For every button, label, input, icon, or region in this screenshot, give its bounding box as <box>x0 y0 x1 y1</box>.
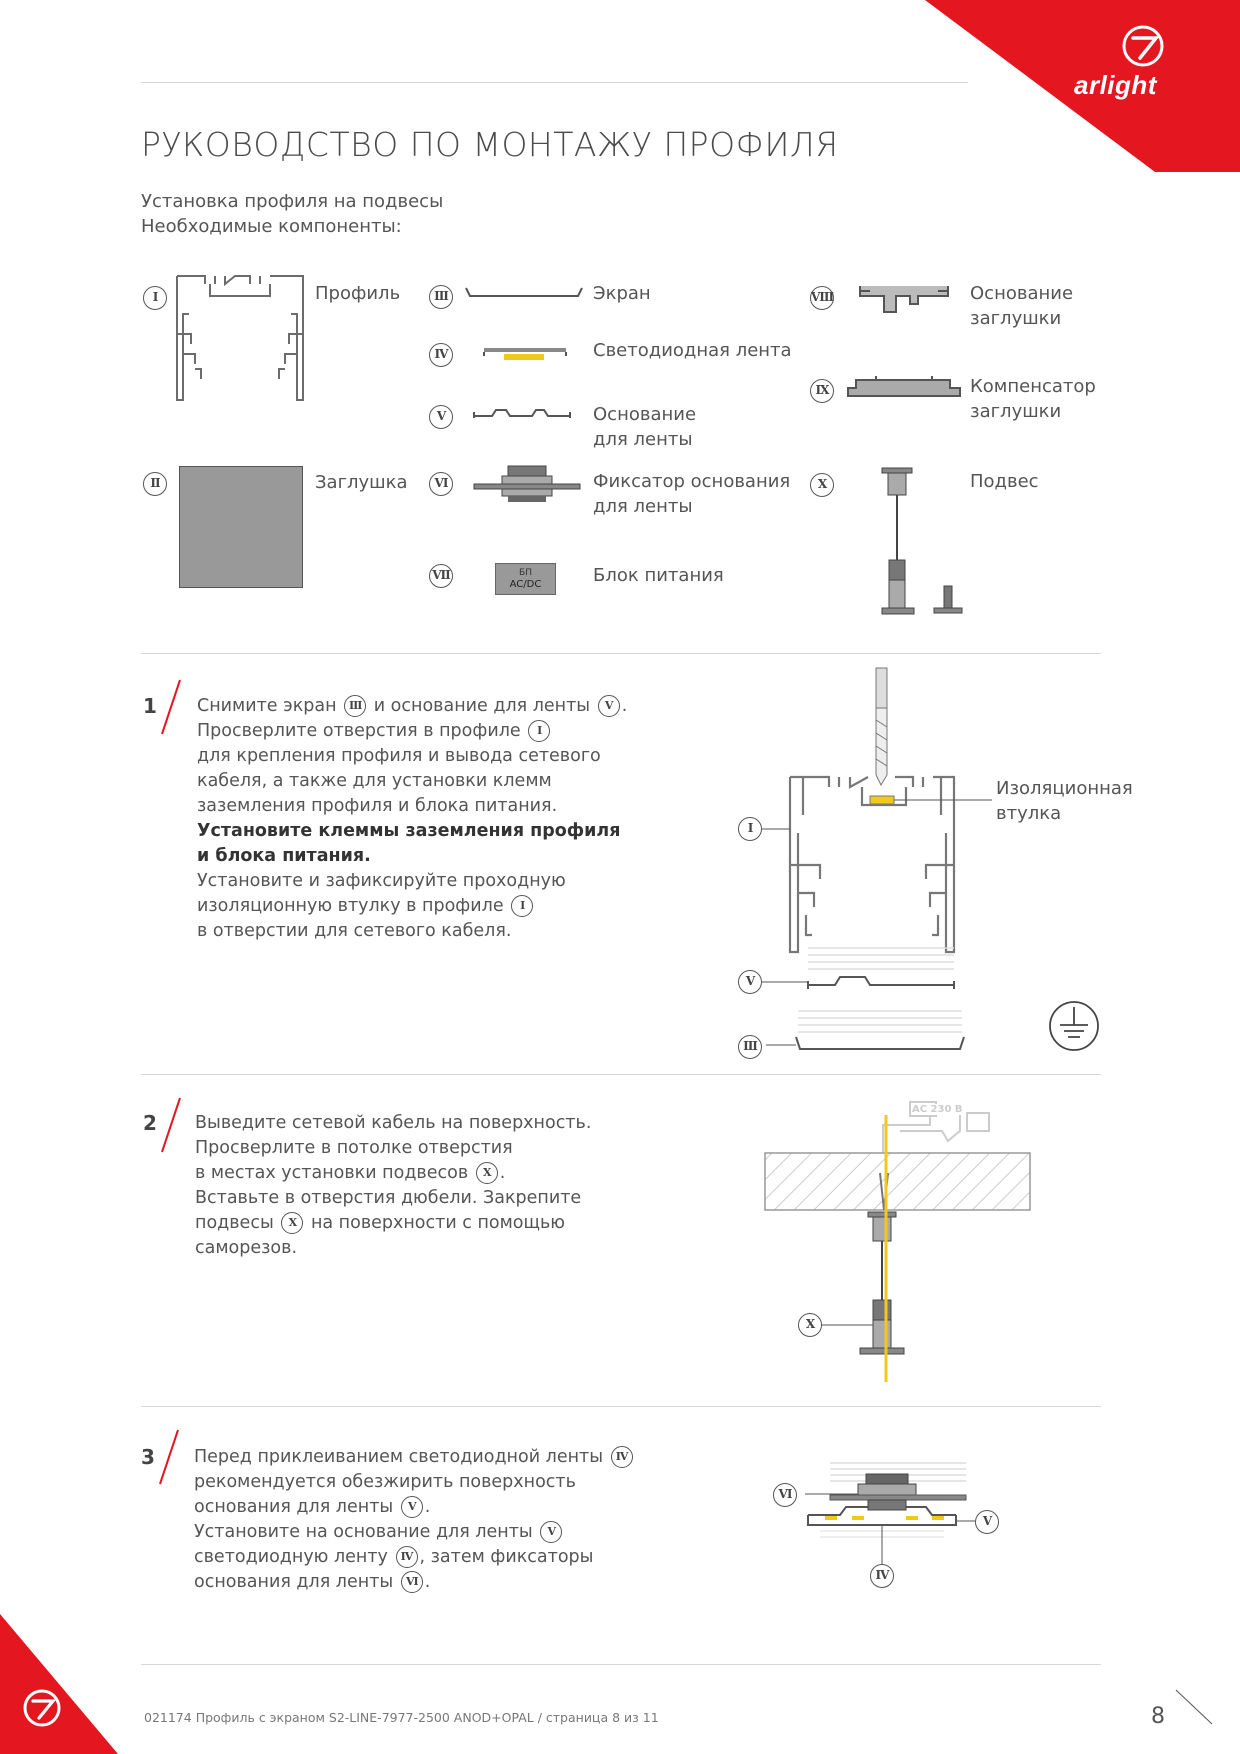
s3-t3b: . <box>424 1497 431 1517</box>
component-marker-ix: IX <box>810 379 834 403</box>
brand-corner-bottom <box>0 1600 130 1754</box>
brand-logo: arlight <box>1074 70 1157 100</box>
s2-t3a: в местах установки подвесов <box>195 1163 469 1183</box>
screen-icon <box>464 286 584 300</box>
section-divider-3 <box>141 1406 1101 1407</box>
s2-t5b: на поверхности с помощью <box>310 1213 566 1233</box>
s2-t3b: . <box>499 1163 506 1183</box>
s1-r1a: III <box>344 695 366 717</box>
component-label-cap-base-1: Основание <box>970 283 1074 304</box>
s3-t6a: основания для ленты <box>194 1572 394 1592</box>
brand-corner <box>0 0 1240 200</box>
led-strip-icon <box>482 346 568 366</box>
s2-r5a: X <box>281 1212 303 1234</box>
step-1-slash <box>158 678 184 736</box>
s3-diag-marker-v: V <box>975 1510 999 1534</box>
s3-t6b: . <box>424 1572 431 1592</box>
s1-b2: и блока питания. <box>197 846 371 866</box>
component-label-screen: Экран <box>593 283 651 304</box>
strip-base-icon <box>472 406 572 422</box>
s3-r4a: V <box>540 1521 562 1543</box>
component-label-suspension: Подвес <box>970 471 1039 492</box>
s2-t4: Вставьте в отверстия дюбели. Закрепите <box>195 1188 582 1208</box>
component-marker-i: I <box>143 286 167 310</box>
s3-t5a: светодиодную ленту <box>194 1547 388 1567</box>
component-marker-x: X <box>810 473 834 497</box>
s3-t3a: основания для ленты <box>194 1497 394 1517</box>
component-marker-v: V <box>429 405 453 429</box>
s2-t1: Выведите сетевой кабель на поверхность. <box>195 1113 592 1133</box>
s3-t4a: Установите на основание для ленты <box>194 1522 533 1542</box>
component-label-fixer-2: для ленты <box>593 496 693 517</box>
s1-t4: кабеля, а также для установки клемм <box>197 771 552 791</box>
component-marker-iv: IV <box>429 343 453 367</box>
s1-r2a: I <box>528 720 550 742</box>
s1-diag-marker-iii: III <box>738 1035 762 1059</box>
s3-r6a: VI <box>401 1571 423 1593</box>
s2-voltage-label: AC 230 В <box>912 1104 963 1115</box>
s3-r5a: IV <box>396 1546 418 1568</box>
s1-diag-label-1: Изоляционная <box>996 778 1133 799</box>
s1-b1: Установите клеммы заземления профиля <box>197 821 621 841</box>
s3-t1a: Перед приклеиванием светодиодной ленты <box>194 1447 604 1467</box>
components-heading: Необходимые компоненты: <box>141 216 402 237</box>
s3-t2: рекомендуется обезжирить поверхность <box>194 1472 576 1492</box>
power-supply-icon <box>495 563 556 595</box>
component-label-power-supply: Блок питания <box>593 565 724 586</box>
step-3-text <box>194 1445 664 1595</box>
page-number: 8 <box>1151 1704 1165 1729</box>
component-label-strip-base-1: Основание <box>593 404 697 425</box>
footer-text: 021174 Профиль с экраном S2-LINE-7977-2500 ANOD+OPAL / страница 8 из 11 <box>144 1710 659 1725</box>
step-3-slash <box>156 1428 182 1486</box>
step-1-diagram <box>740 665 1130 1065</box>
s1-t6: Установите и зафиксируйте проходную <box>197 871 566 891</box>
component-label-fixer-1: Фиксатор основания <box>593 471 791 492</box>
s2-t6: саморезов. <box>195 1238 298 1258</box>
s3-r1a: IV <box>611 1446 633 1468</box>
s1-t8: в отверстии для сетевого кабеля. <box>197 921 512 941</box>
s3-t5b: , затем фиксаторы <box>419 1547 594 1567</box>
s1-r1b: V <box>598 695 620 717</box>
strip-base-fixer-icon <box>472 464 582 506</box>
page-corner-line <box>1172 1688 1222 1728</box>
step-2-slash <box>158 1096 184 1154</box>
s1-t5: заземления профиля и блока питания. <box>197 796 558 816</box>
s3-diag-marker-vi: VI <box>773 1483 797 1507</box>
component-label-compensator-2: заглушки <box>970 401 1062 422</box>
component-marker-viii: VIII <box>810 286 834 310</box>
top-rule <box>141 82 968 83</box>
s1-t2a: Просверлите отверстия в профиле <box>197 721 521 741</box>
s1-t1a: Снимите экран <box>197 696 337 716</box>
s3-r3a: V <box>401 1496 423 1518</box>
step-3-number: 3 <box>141 1445 155 1469</box>
page-subtitle: Установка профиля на подвесы <box>141 191 444 212</box>
component-label-led-strip: Светодиодная лента <box>593 340 792 361</box>
component-label-profile: Профиль <box>315 283 401 304</box>
step-1-text <box>197 694 667 944</box>
page-title: РУКОВОДСТВО ПО МОНТАЖУ ПРОФИЛЯ <box>141 125 839 164</box>
component-label-end-cap: Заглушка <box>315 472 408 493</box>
s1-diag-marker-v: V <box>738 970 762 994</box>
section-divider-1 <box>141 653 1101 654</box>
component-marker-ii: II <box>143 472 167 496</box>
step-2-diagram <box>760 1085 1060 1385</box>
component-label-cap-base-2: заглушки <box>970 308 1062 329</box>
s1-r7a: I <box>511 895 533 917</box>
component-label-compensator-1: Компенсатор <box>970 376 1096 397</box>
component-marker-vi: VI <box>429 472 453 496</box>
cap-compensator-icon <box>846 374 962 400</box>
component-label-strip-base-2: для ленты <box>593 429 693 450</box>
power-supply-icon-text-2: AC/DC <box>509 579 542 590</box>
s2-t2: Просверлите в потолке отверстия <box>195 1138 513 1158</box>
s3-diag-marker-iv: IV <box>870 1564 894 1588</box>
s1-t1b: и основание для ленты <box>373 696 591 716</box>
s1-t1c: . <box>621 696 628 716</box>
footer-rule <box>141 1664 1101 1665</box>
s1-diag-label-2: втулка <box>996 803 1062 824</box>
s2-diag-marker-x: X <box>798 1313 822 1337</box>
end-cap-icon <box>179 466 303 588</box>
cap-base-icon <box>858 282 950 318</box>
profile-icon <box>175 274 305 404</box>
s1-t3: для крепления профиля и вывода сетевого <box>197 746 601 766</box>
power-supply-icon-text-1: БП <box>519 568 532 578</box>
step-2-text <box>195 1111 665 1261</box>
component-marker-iii: III <box>429 285 453 309</box>
s1-diag-marker-i: I <box>738 817 762 841</box>
step-2-number: 2 <box>143 1111 157 1135</box>
component-marker-vii: VII <box>429 564 453 588</box>
step-1-number: 1 <box>143 694 157 718</box>
s2-t5a: подвесы <box>195 1213 274 1233</box>
section-divider-2 <box>141 1074 1101 1075</box>
suspension-icon <box>880 466 975 618</box>
s2-r3a: X <box>476 1162 498 1184</box>
s1-t7a: изоляционную втулку в профиле <box>197 896 504 916</box>
